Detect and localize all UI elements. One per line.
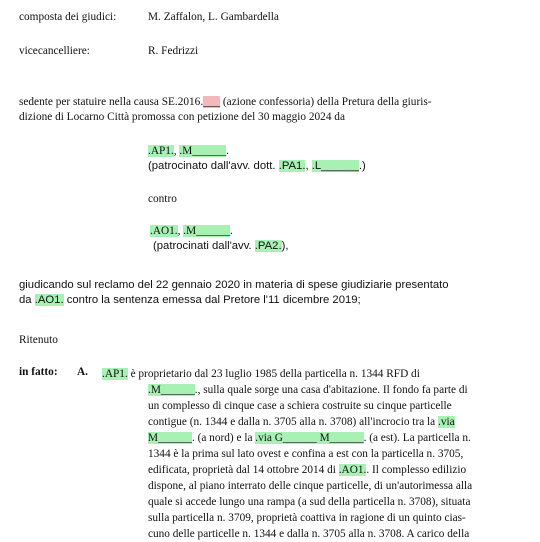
- sede-paragraph: sedente per statuire nella causa SE.2016.___ (azione confessoria) della Pretura della giuris- dizione di Locarno Città promossa con petizione del 30 maggio 2024 da: [19, 96, 432, 123]
- in-fatto-letter: A.: [77, 366, 88, 378]
- convenuti-patrocinio: (patrocinati dall'avv. .PA2.),: [153, 240, 289, 252]
- in-fatto-line: edificata, proprietà dal 14 ottobre 2014 di .AO1.. Il complesso edilizio: [148, 464, 467, 476]
- attore-patrocinio: (patrocinato dall'avv. dott. .PA1., .L______.): [148, 160, 366, 172]
- in-fatto-line: M______. (a nord) e la .via G______ M______. (a est). La particella n.: [148, 432, 471, 444]
- in-fatto-line: sulla particella n. 3709, proprietà coattiva in ragione di un quinto cias-: [148, 512, 466, 524]
- in-fatto-line: contigue (n. 1344 e dalla n. 3705 alla n. 3708) all'incrocio tra la .via: [148, 416, 455, 428]
- contro-label: contro: [148, 193, 177, 205]
- ritenuto-heading: Ritenuto: [19, 334, 58, 346]
- vicecancelliere-label: vicecancelliere:: [19, 45, 90, 57]
- in-fatto-line: .M______., sulla quale sorge una casa d'abitazione. Il fondo fa parte di: [148, 384, 468, 396]
- in-fatto-line: dispone, al piano interrato delle cinque particelle, di un'autorimessa alla: [148, 480, 473, 492]
- attore-name: .AP1., .M______.: [148, 145, 229, 157]
- causa-number-redacted: ___: [203, 96, 221, 108]
- in-fatto-line: 1344 è la prima sul lato ovest e confina a est con la particella n. 3705,: [148, 448, 464, 460]
- vicecancelliere-value: R. Fedrizzi: [148, 45, 199, 57]
- in-fatto-line: .AP1. è proprietario dal 23 luglio 1985 della particella n. 1344 RFD di: [102, 368, 420, 380]
- in-fatto-label: in fatto:: [19, 366, 58, 378]
- composta-value: M. Zaffalon, L. Gambardella: [148, 11, 279, 23]
- composta-label: composta dei giudici:: [19, 11, 117, 23]
- in-fatto-line: quale si accede lungo una rampa (a sud della particella n. 3708), situata: [148, 496, 471, 508]
- in-fatto-line: cuno delle particelle n. 1344 e dalla n. 3705 alla n. 3708. A carico della: [148, 528, 470, 540]
- convenuti-name: .AO1., .M______.: [150, 225, 233, 237]
- in-fatto-line: un complesso di cinque case a schiera costruite su cinque particelle: [148, 400, 452, 412]
- in-fatto-paragraph: [100, 366, 526, 542]
- reclamo-paragraph: giudicando sul reclamo del 22 gennaio 2020 in materia di spese giudiziarie presentato da .AO1. contro la sentenza emessa dal Pretore l'11 dicembre 2019;: [19, 279, 449, 306]
